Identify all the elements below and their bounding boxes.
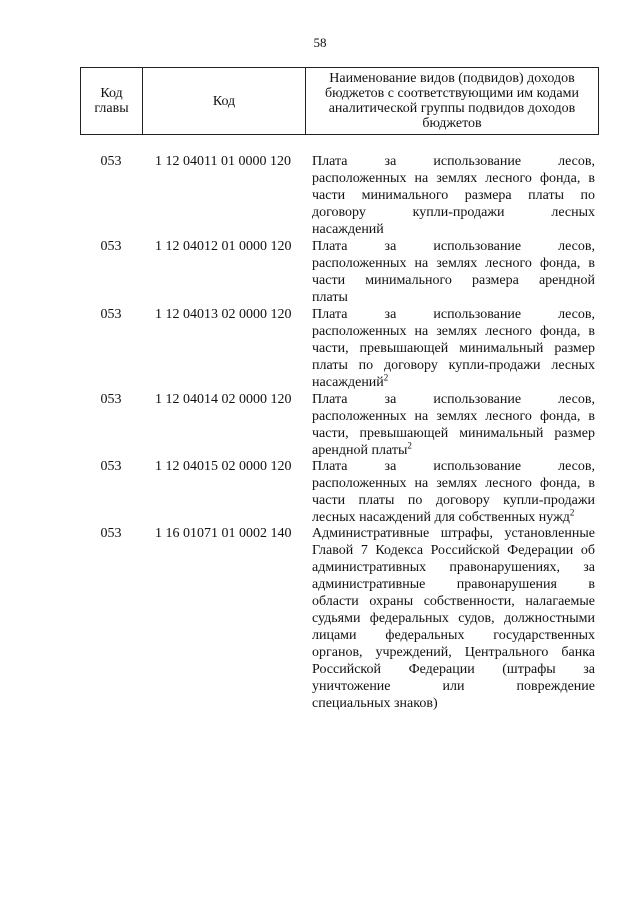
description-line: Плата за использование лесов,: [312, 307, 595, 322]
header-chapter-code: [81, 68, 143, 135]
chapter-code: 053: [100, 307, 122, 322]
income-description: [312, 238, 595, 306]
description-line: [312, 509, 595, 526]
description-line: насаждений: [312, 222, 384, 237]
header-chapter-code-line: главы: [94, 101, 129, 116]
income-code: 1 12 04014 02 0000 120: [155, 392, 292, 407]
description-line: договору купли-продажи лесных: [312, 205, 595, 220]
description-line: расположенных на землях лесного фонда, в: [312, 171, 595, 186]
description-line: Административные штрафы, установленные: [312, 526, 595, 541]
description-line: административные правонарушения в: [312, 577, 595, 592]
description-line: расположенных на землях лесного фонда, в: [312, 256, 595, 271]
footnote-marker: 2: [407, 440, 412, 451]
income-description: [312, 153, 595, 238]
description-line: части минимального размера платы по: [312, 188, 595, 203]
income-code: 1 16 01071 01 0002 140: [155, 526, 292, 541]
income-description: [312, 306, 595, 391]
income-code: 1 12 04012 01 0000 120: [155, 239, 292, 254]
description-line-text: насаждений: [312, 375, 384, 390]
description-line: административных правонарушениях, за: [312, 560, 595, 575]
description-line: Плата за использование лесов,: [312, 459, 595, 474]
description-line: части платы по договору купли-продажи: [312, 493, 595, 508]
header-name-line: аналитической группы подвидов доходов: [328, 101, 576, 116]
description-line: лицами федеральных государственных: [312, 628, 595, 643]
description-line: Плата за использование лесов,: [312, 392, 595, 407]
chapter-code: 053: [100, 154, 122, 169]
table-header: [80, 67, 599, 135]
description-line: платы: [312, 290, 348, 305]
income-description: [312, 391, 595, 459]
income-code: 1 12 04015 02 0000 120: [155, 459, 292, 474]
header-name: [306, 68, 599, 135]
description-line: Плата за использование лесов,: [312, 239, 595, 254]
header-chapter-code-line: Код: [100, 86, 123, 101]
description-line: части, превышающей минимальный размер: [312, 426, 595, 441]
description-line: Плата за использование лесов,: [312, 154, 595, 169]
description-line: судьями федеральных судов, должностными: [312, 611, 595, 626]
description-line: уничтожение или повреждение: [312, 679, 595, 694]
description-line: части, превышающей минимальный размер: [312, 341, 595, 356]
chapter-code: 053: [100, 526, 122, 541]
description-line: расположенных на землях лесного фонда, в: [312, 476, 595, 491]
description-line: [312, 374, 595, 391]
description-line: платы по договору купли-продажи лесных: [312, 358, 595, 373]
description-line-text: арендной платы: [312, 443, 408, 458]
description-line: [312, 442, 595, 459]
income-description: [312, 458, 595, 526]
description-line: органов, учреждений, Центрального банка: [312, 645, 595, 660]
header-code: Код: [143, 68, 306, 135]
header-name-line: Наименование видов (подвидов) доходов: [329, 71, 575, 86]
description-line: области охраны собственности, налагаемые: [312, 594, 595, 609]
chapter-code: 053: [100, 239, 122, 254]
income-code: 1 12 04011 01 0000 120: [155, 154, 291, 169]
header-name-line: бюджетов с соответствующими им кодами: [325, 86, 579, 101]
chapter-code: 053: [100, 392, 122, 407]
page-number: 58: [313, 35, 327, 50]
description-line: специальных знаков): [312, 696, 438, 711]
footnote-marker: 2: [383, 372, 389, 383]
description-line: Российской Федерации (штрафы за: [312, 662, 595, 677]
description-line-text: лесных насаждений для собственных нужд: [312, 510, 570, 525]
income-code: 1 12 04013 02 0000 120: [155, 307, 292, 322]
chapter-code: 053: [100, 459, 122, 474]
description-line: расположенных на землях лесного фонда, в: [312, 409, 595, 424]
description-line: расположенных на землях лесного фонда, в: [312, 324, 595, 339]
header-name-line: бюджетов: [422, 116, 482, 131]
footnote-marker: 2: [569, 507, 575, 518]
income-description: [312, 525, 595, 712]
description-line: Главой 7 Кодекса Российской Федерации об: [312, 543, 595, 558]
description-line: части минимального размера арендной: [312, 273, 595, 288]
